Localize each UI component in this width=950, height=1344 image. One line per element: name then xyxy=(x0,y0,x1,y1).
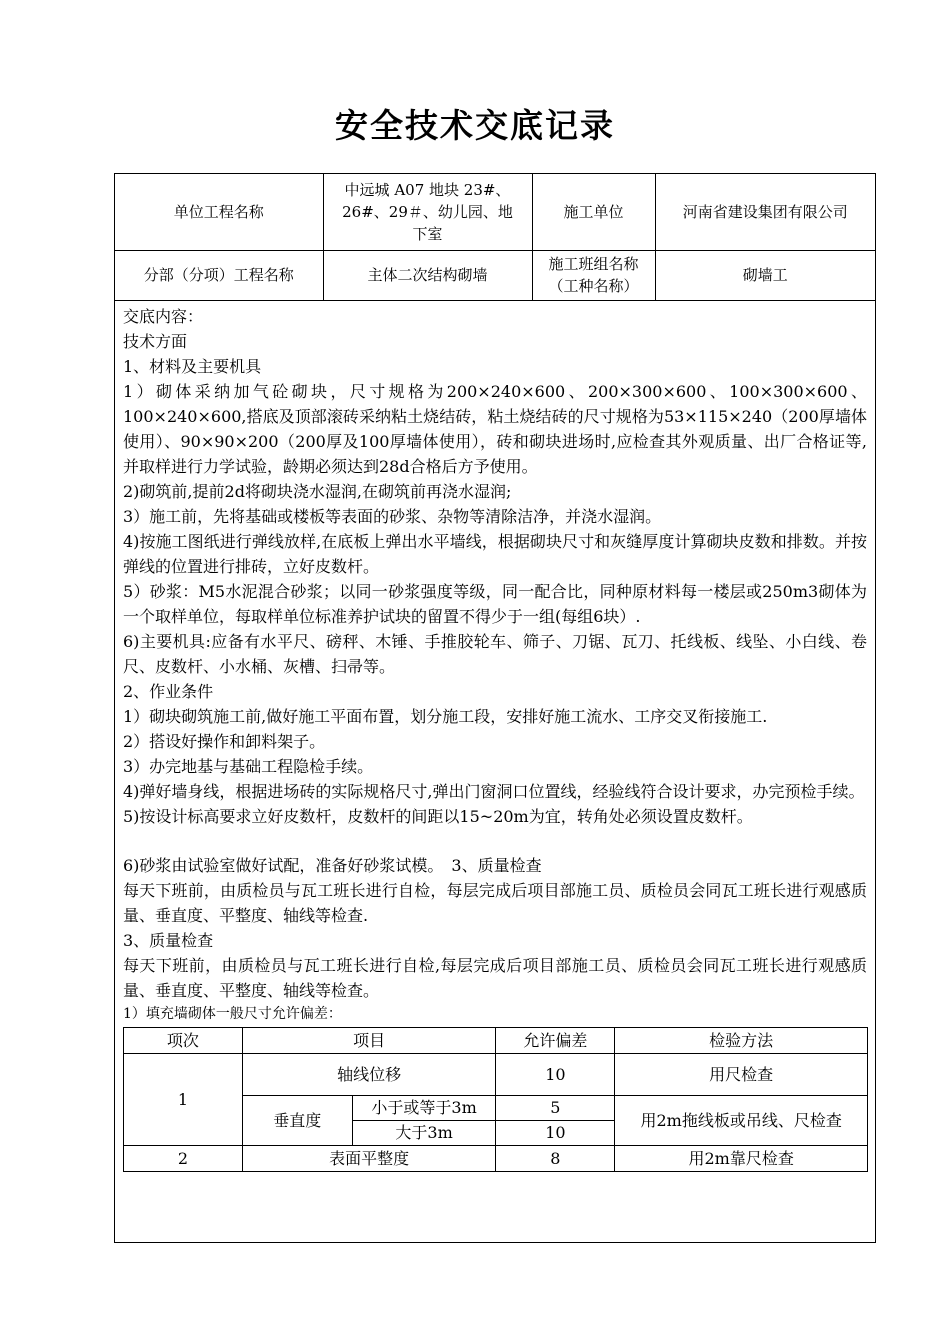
paragraph-conditions-6: 6)砂浆由试验室做好试配，准备好砂浆试模。 3、质量检查 xyxy=(123,856,542,875)
unit-project-label: 单位工程名称 xyxy=(115,174,323,250)
item-vert-small: 小于或等于3m xyxy=(352,1096,496,1121)
col-header-method: 检验方法 xyxy=(615,1028,868,1054)
construction-unit-value: 河南省建设集团有限公司 xyxy=(655,174,875,250)
page-title: 安全技术交底记录 xyxy=(335,106,615,145)
item-flatness: 表面平整度 xyxy=(242,1146,496,1172)
content-heading: 交底内容： xyxy=(123,307,204,326)
section-materials: 1、材料及主要机具 xyxy=(123,357,262,376)
col-header-tolerance: 允许偏差 xyxy=(496,1028,615,1054)
value-flatness: 8 xyxy=(496,1146,615,1172)
subproject-value: 主体二次结构砌墙 xyxy=(323,250,532,300)
col-header-item: 项目 xyxy=(242,1028,496,1054)
method-verticality: 用2m拖线板或吊线、尺检查 xyxy=(615,1096,868,1146)
value-vert-large: 10 xyxy=(496,1121,615,1146)
item-axis-shift: 轴线位移 xyxy=(242,1054,496,1096)
paragraph-conditions-1: 1）砌块砌筑施工前,做好施工平面布置，划分施工段，安排好施工流水、工序交叉衔接施工. xyxy=(123,707,768,726)
section-quality: 3、质量检查 xyxy=(123,931,214,950)
paragraph-materials-4: 4)按施工图纸进行弹线放样,在底板上弹出水平墙线，根据砌块尺寸和灰缝厚度计算砌块皮数和排数。并按弹线的位置进行排砖，立好皮数杆。 xyxy=(123,532,867,576)
deviation-table xyxy=(123,1027,868,1172)
method-flatness: 用2m靠尺检查 xyxy=(615,1146,868,1172)
item-vert-large: 大于3m xyxy=(352,1121,496,1146)
paragraph-conditions-4: 4)弹好墙身线，根据进场砖的实际规格尺寸,弹出门窗洞口位置线，经验线符合设计要求，办完预检手续。 xyxy=(123,782,865,801)
paragraph-materials-6: 6)主要机具:应备有水平尺、磅秤、木锤、手推胶轮车、筛子、刀锯、瓦刀、托线板、线坠、小白线、卷尺、皮数杆、小水桶、灰槽、扫帚等。 xyxy=(123,632,867,676)
row-2-number: 2 xyxy=(124,1146,243,1172)
header-table xyxy=(115,174,875,301)
team-label: 施工班组名称（工种名称） xyxy=(532,250,655,300)
paragraph-materials-3: 3）施工前，先将基础或楼板等表面的砂浆、杂物等清除洁净，并浇水湿润。 xyxy=(123,507,662,526)
section-technical: 技术方面 xyxy=(123,332,188,351)
paragraph-quality-1: 每天下班前，由质检员与瓦工班长进行自检，每层完成后项目部施工员、质检员会同瓦工班长进行观感质量、垂直度、平整度、轴线等检查. xyxy=(123,881,867,925)
paragraph-materials-2: 2)砌筑前,提前2d将砌块浇水湿润,在砌筑前再浇水湿润; xyxy=(123,482,512,501)
paragraph-quality-2: 每天下班前，由质检员与瓦工班长进行自检,每层完成后项目部施工员、质检员会同瓦工班长进行观感质量、垂直度、平整度、轴线等检查。 xyxy=(123,956,867,1000)
table-caption: 1）填充墙砌体一般尺寸允许偏差： xyxy=(123,1006,342,1022)
method-axis-shift: 用尺检查 xyxy=(615,1054,868,1096)
paragraph-conditions-5: 5)按设计标高要求立好皮数杆，皮数杆的间距以15~20m为宜，转角处必须设置皮数杆。 xyxy=(123,807,753,826)
paragraph-materials-1: 1）砌体采纳加气砼砌块，尺寸规格为200×240×600、200×300×600、100×300×600、100×240×600,搭底及顶部滚砖采纳粘土烧结砖，粘土烧结砖的尺寸规格为53×115×240（200厚墙体使用）、90×90×200（200厚及100厚墙体使用），砖和砌块进场时,应检查其外观质量、出厂合格证等,并取样进行力学试验，龄期必须达到28d合格后方予使用。 xyxy=(123,382,867,476)
paragraph-conditions-2: 2）搭设好操作和卸料架子。 xyxy=(123,732,326,751)
record-frame xyxy=(114,173,876,1243)
value-vert-small: 5 xyxy=(496,1096,615,1121)
section-conditions: 2、作业条件 xyxy=(123,682,214,701)
construction-unit-label: 施工单位 xyxy=(532,174,655,250)
col-header-no: 项次 xyxy=(124,1028,243,1054)
value-axis-shift: 10 xyxy=(496,1054,615,1096)
item-verticality: 垂直度 xyxy=(242,1096,352,1146)
unit-project-value: 中远城 A07 地块 23#、26#、29＃、幼儿园、地下室 xyxy=(323,174,532,250)
row-1-number: 1 xyxy=(124,1054,243,1146)
team-value: 砌墙工 xyxy=(655,250,875,300)
paragraph-conditions-3: 3）办完地基与基础工程隐检手续。 xyxy=(123,757,374,776)
briefing-content xyxy=(123,304,867,1172)
subproject-label: 分部（分项）工程名称 xyxy=(115,250,323,300)
paragraph-materials-5: 5）砂浆：M5水泥混合砂浆；以同一砂浆强度等级，同一配合比，同种原材料每一楼层或250m3砌体为一个取样单位，每取样单位标准养护试块的留置不得少于一组(每组6块）. xyxy=(123,582,867,626)
